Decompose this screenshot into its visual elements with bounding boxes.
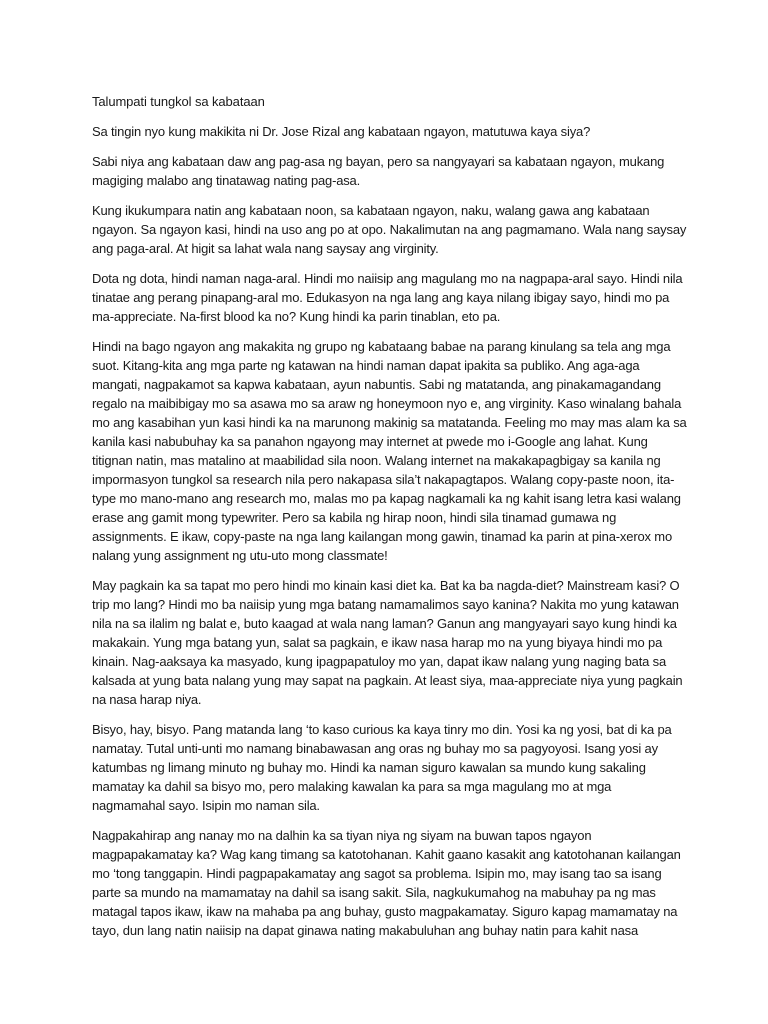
text-line: na nasa harap niya. [92,692,202,707]
text-line: tinatae ang perang pinapang-aral mo. Edukasyon na nga lang ang kaya nilang ibigay sayo, hindi mo pa [92,290,670,305]
text-line: Sa tingin nyo kung makikita ni Dr. Jose Rizal ang kabataan ngayon, matutuwa kaya siya? [92,124,591,139]
text-line: nila na sa ilalim ng balat e, buto kaagad at wala nang laman? Ganun ang mangyayari sayo kung hindi ka [92,616,677,631]
text-line: mamatay ka dahil sa bisyo mo, pero malaking kawalan ka para sa mga magulang mo at mga [92,779,612,794]
text-line: Kung ikukumpara natin ang kabataan noon, sa kabataan ngayon, naku, walang gawa ang kabataan [92,203,650,218]
text-line: mangati, nagpakamot sa kapwa kabataan, ayun nabuntis. Sabi ng matatanda, ang pinakamagandang [92,377,661,392]
text-line: ma-appreciate. Na-first blood ka no? Kung hindi ka parin tinablan, eto pa. [92,309,501,324]
text-line: kinain. Nag-aaksaya ka masyado, kung ipagpapatuloy mo yan, dapat ikaw nalang yung naging bata sa [92,654,667,669]
text-line: tayo, dun lang natin naiisip na dapat ginawa nating makabuluhan ang buhay natin para kahit nasa [92,923,639,938]
text-line: titignan natin, mas matalino at maabilidad sila noon. Walang internet na makakapagbigay sa kanila ng [92,453,661,468]
text-line: kanila kasi nabubuhay ka sa panahon ngayong may internet at pwede mo i-Google ang lahat. Kung [92,434,648,449]
text-line: kalsada at yung bata nalang yung may sapat na pagkain. At least siya, maa-appreciate niya yung pagkain [92,673,683,688]
paragraph [92,720,692,815]
text-line: parte sa mundo na mamamatay na dahil sa isang sakit. Sila, nagkukumahog na mabuhay pa ng mas [92,885,656,900]
paragraph [92,269,692,326]
text-line: magiging malabo ang tinatawag nating pag-asa. [92,173,361,188]
document-title: Talumpati tungkol sa kabataan [92,94,265,109]
text-line: mo ‘tong tanggapin. Hindi pagpapakamatay ang sagot sa problema. Isipin mo, may isang tao sa isang [92,866,662,881]
text-line: erase ang gamit mong typewriter. Pero sa kabila ng hirap noon, hindi sila tinamad gumawa ng [92,510,617,525]
text-line: regalo na maibibigay mo sa asawa mo sa araw ng honeymoon nyo e, ang virginity. Kaso winalang bahala [92,396,682,411]
text-line: Sabi niya ang kabataan daw ang pag-asa ng bayan, pero sa nangyayari sa kabataan ngayon, mukang [92,154,665,169]
text-line: makakain. Yung mga batang yun, salat sa pagkain, e ikaw nasa harap mo na yung biyaya hindi mo pa [92,635,663,650]
text-line: trip mo lang? Hindi mo ba naiisip yung mga batang namamalimos sayo kanina? Nakita mo yung katawan [92,597,679,612]
text-line: matagal tapos ikaw, ikaw na mahaba pa ang buhay, gusto magpakamatay. Siguro kapag mamamatay na [92,904,678,919]
text-line: suot. Kitang-kita ang mga parte ng katawan na hindi naman dapat ipakita sa publiko. Ang aga-aga [92,358,640,373]
text-line: magpapakamatay ka? Wag kang timang sa katotohanan. Kahit gaano kasakit ang katotohanan kailangan [92,847,681,862]
paragraph [92,152,692,190]
document-body [92,122,692,940]
paragraph [92,337,692,565]
text-line: nagmamahal sayo. Isipin mo naman sila. [92,798,320,813]
text-line: katumbas ng limang minuto ng buhay mo. Hindi ka naman siguro kawalan sa mundo kung sakaling [92,760,646,775]
text-line: Nagpakahirap ang nanay mo na dalhin ka sa tiyan niya ng siyam na buwan tapos ngayon [92,828,592,843]
text-line: nalang yung assignment ng utu-uto mong classmate! [92,548,388,563]
text-line: Bisyo, hay, bisyo. Pang matanda lang ‘to kaso curious ka kaya tinry mo din. Yosi ka ng yosi, bat di ka pa [92,722,672,737]
paragraph [92,826,692,940]
text-line: Hindi na bago ngayon ang makakita ng grupo ng kabataang babae na parang kinulang sa tela ang mga [92,339,671,354]
text-line: namatay. Tutal unti-unti mo namang binabawasan ang oras ng buhay mo sa pagyoyosi. Isang yosi ay [92,741,658,756]
text-line: Dota ng dota, hindi naman naga-aral. Hindi mo naiisip ang magulang mo na nagpapa-aral sayo. Hindi nila [92,271,683,286]
text-line: mo ang kasabihan yun kasi hindi ka na marunong makinig sa matatanda. Feeling mo may mas alam ka sa [92,415,687,430]
document-page [92,92,692,951]
paragraph [92,576,692,709]
paragraph [92,201,692,258]
text-line: May pagkain ka sa tapat mo pero hindi mo kinain kasi diet ka. Bat ka ba nagda-diet? Mainstream kasi? O [92,578,680,593]
text-line: impormasyon tungkol sa research nila pero nakapasa sila’t nakapagtapos. Walang copy-paste noon, ita- [92,472,675,487]
text-line: ang paga-aral. At higit sa lahat wala nang saysay ang virginity. [92,241,439,256]
paragraph [92,122,692,141]
text-line: type mo mano-mano ang research mo, malas mo pa kapag nagkamali ka ng kahit isang letra kasi walang [92,491,681,506]
text-line: ngayon. Sa ngayon kasi, hindi na uso ang po at opo. Nakalimutan na ang pagmamano. Wala nang saysay [92,222,687,237]
text-line: assignments. E ikaw, copy-paste na nga lang kailangan mong gawin, tinamad ka parin at pina-xerox mo [92,529,673,544]
